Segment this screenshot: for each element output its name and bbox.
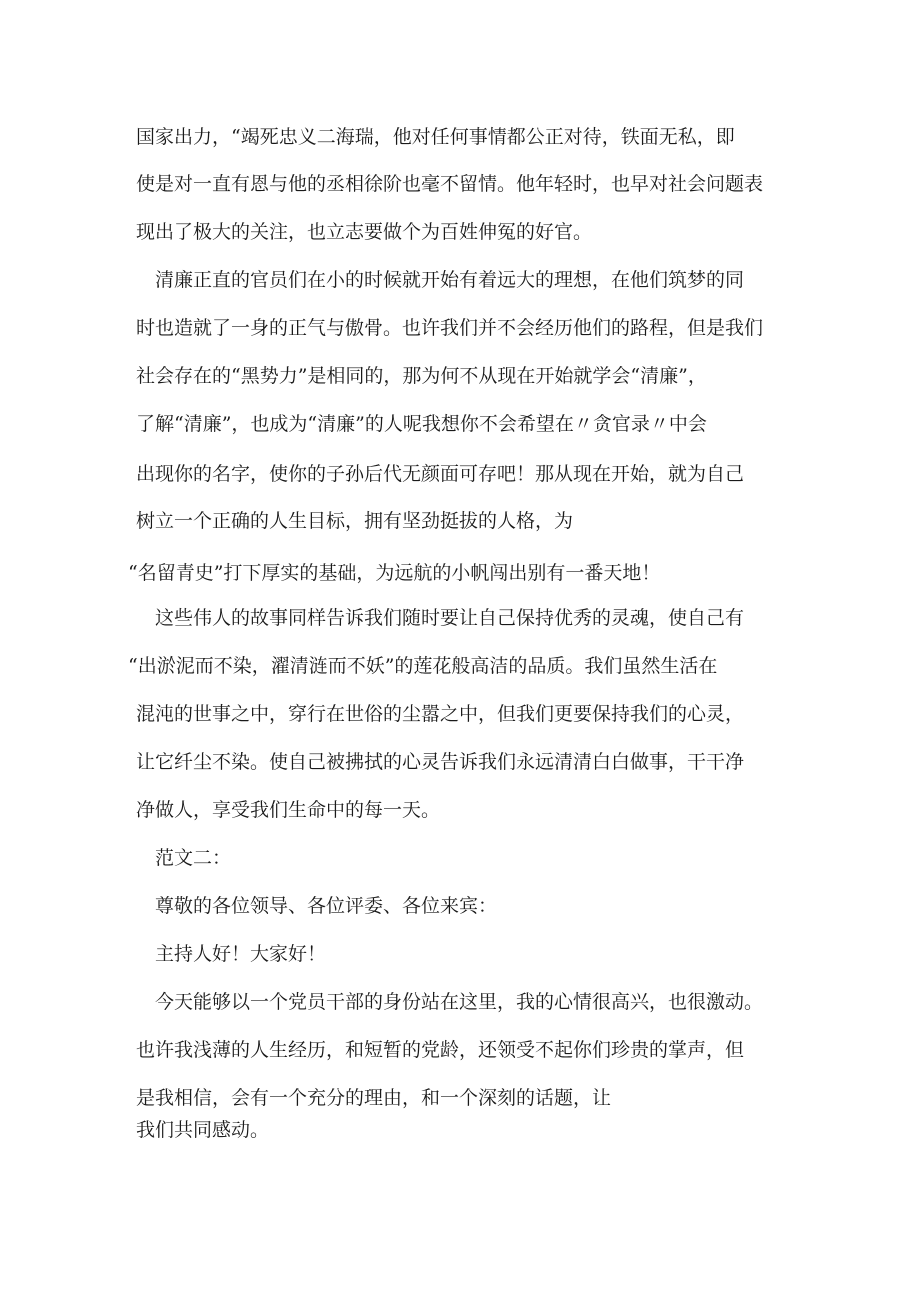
text-line: 国家出力，“竭死忠义二海瑞，他对任何事情都公正对待，铁面无私，即 (136, 126, 735, 148)
text-line: 树立一个正确的人生目标，拥有坚劲挺拔的人格，为 (136, 510, 574, 532)
text-line: 净做人，享受我们生命中的每一天。 (136, 799, 441, 821)
text-line: 是我相信，会有一个充分的理由，和一个深刻的话题，让 (136, 1087, 612, 1109)
text-line: 社会存在的“黑势力”是相同的，那为何不从现在开始就学会“清廉”， (136, 365, 707, 387)
paragraph-start: 这些伟人的故事同样告诉我们随时要让自己保持优秀的灵魂，使自己有 (155, 607, 745, 629)
salutation: 尊敬的各位领导、各位评委、各位来宾： (155, 895, 498, 917)
text-line: “出淤泥而不染，濯清涟而不妖”的莲花般高洁的品质。我们虽然生活在 (128, 655, 718, 677)
greeting: 主持人好！大家好！ (155, 943, 327, 965)
paragraph-start: 今天能够以一个党员干部的身份站在这里，我的心情很高兴，也很激动。 (155, 991, 764, 1013)
text-line: 出现你的名字，使你的子孙后代无颜面可存吧！那从现在开始，就为自己 (136, 463, 745, 485)
text-line: “名留青史”打下厚实的基础，为远航的小帆闯出别有一番天地！ (128, 562, 661, 584)
text-line: 了解“清廉”，也成为“清廉”的人呢我想你不会希望在〃贪官录〃中会 (136, 413, 707, 435)
paragraph-start: 清廉正直的官员们在小的时候就开始有着远大的理想，在他们筑梦的同 (155, 269, 745, 291)
text-line: 现出了极大的关注，也立志要做个为百姓伸冤的好官。 (136, 221, 593, 243)
text-line: 我们共同感动。 (136, 1119, 270, 1141)
text-line: 混沌的世事之中，穿行在世俗的尘嚣之中，但我们更要保持我们的心灵， (136, 703, 745, 725)
section-heading: 范文二： (155, 847, 232, 869)
text-line: 使是对一直有恩与他的丞相徐阶也毫不留情。他年轻时，也早对社会问题表 (136, 173, 764, 195)
text-line: 让它纤尘不染。使自己被拂拭的心灵告诉我们永远清清白白做事，干干净 (136, 751, 745, 773)
text-line: 时也造就了一身的正气与傲骨。也许我们并不会经历他们的路程，但是我们 (136, 317, 764, 339)
text-line: 也许我浅薄的人生经历，和短暂的党龄，还领受不起你们珍贵的掌声，但 (136, 1039, 745, 1061)
